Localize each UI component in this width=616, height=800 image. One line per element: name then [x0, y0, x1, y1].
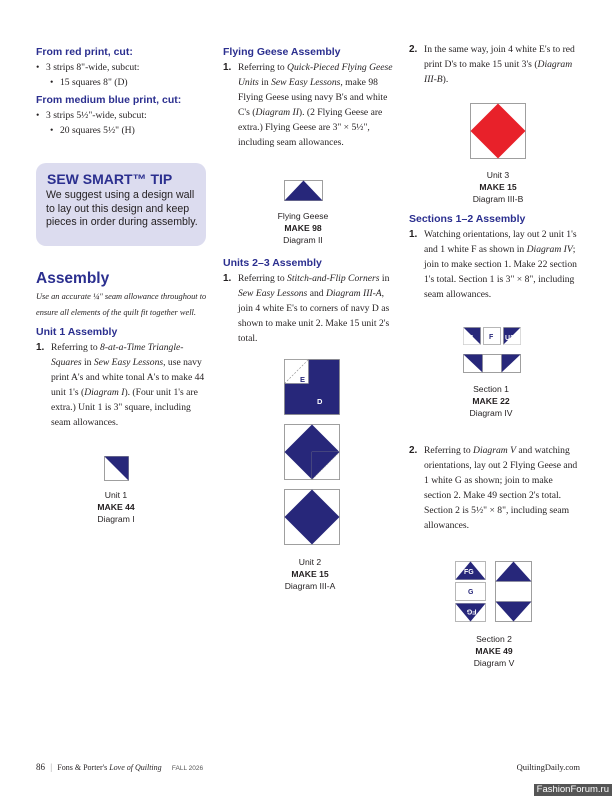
list-item: • 20 squares 5½" (H) — [50, 123, 208, 138]
blue-cut-sublist — [50, 123, 208, 138]
piece-label-u1: U1 — [465, 335, 474, 342]
step-text: , make 98 Flying Geese using navy B's and white C's ( — [238, 77, 388, 118]
step-number: 1. — [223, 273, 232, 284]
page-number: 86 — [36, 762, 45, 772]
step-number: 1. — [223, 62, 232, 73]
step-text: and — [307, 288, 326, 299]
step-text: Referring to — [238, 62, 288, 73]
pub-title: Love of Quilting — [109, 763, 162, 772]
section1-step-1 — [409, 227, 581, 302]
units-2-3-section — [223, 257, 395, 346]
column-1 — [36, 46, 208, 138]
list-item: • 3 strips 5½"-wide, subcut: — [36, 108, 208, 123]
diagram-ii — [263, 180, 343, 246]
step-text: in — [379, 273, 390, 284]
units-2-3-step-1 — [223, 271, 395, 346]
lesson-ref: Quick-Pieced Flying Geese Units — [238, 62, 393, 88]
step-text: , use navy print A's and white tonal A's to make 44 unit 1's ( — [51, 357, 205, 398]
caption-make: MAKE 15 — [479, 182, 517, 192]
pub-text: Fons & Porter's — [57, 763, 110, 772]
footer-site: QuiltingDaily.com — [516, 762, 580, 772]
piece-label-u1: U1 — [505, 335, 514, 342]
diagram-iii-b — [458, 102, 538, 205]
diagram-ref: Diagram II — [255, 107, 299, 118]
diagram-caption — [454, 633, 534, 669]
diagram-v — [454, 560, 534, 669]
tip-text: We suggest using a design wall to lay out this design and keep pieces in order during assembly. — [46, 189, 198, 228]
lesson-ref: Sew Easy Lessons — [238, 288, 308, 299]
units-2-3-heading: Units 2–3 Assembly — [223, 257, 322, 269]
diagram-iii-a — [270, 358, 350, 592]
step-text: in — [258, 77, 272, 88]
section2-step-2 — [409, 443, 581, 533]
red-cut-sublist — [50, 75, 208, 90]
step-number: 2. — [409, 445, 418, 456]
step-text: In the same way, join 4 white E's to red print D's to make 15 unit 3's ( — [424, 44, 575, 70]
step-number: 1. — [409, 229, 418, 240]
red-cut-heading: From red print, cut: — [36, 46, 133, 58]
caption-make: MAKE 49 — [475, 646, 513, 656]
step-text: , join 4 white E's to corners of navy D as shown to make unit 2. Make 15 unit 2's total. — [238, 288, 390, 344]
lesson-ref: 8-at-a-Time Triangle-Squares — [51, 342, 184, 368]
caption-unit: Unit 1 — [104, 490, 128, 500]
caption-unit: Section 1 — [473, 384, 509, 394]
caption-unit: Flying Geese — [277, 211, 329, 221]
blue-cut-heading: From medium blue print, cut: — [36, 94, 182, 106]
unit1-triangle-square — [76, 456, 156, 482]
column-2 — [223, 46, 395, 150]
caption-unit: Section 2 — [476, 634, 512, 644]
tip-title: SEW SMART™ TIP — [47, 171, 173, 187]
section1-construction — [451, 326, 531, 376]
diagram-caption — [270, 556, 350, 592]
step-text: Referring to — [51, 342, 101, 353]
diagram-caption — [263, 210, 343, 246]
column-3 — [409, 42, 581, 87]
lesson-ref: Sew Easy Lessons — [93, 357, 164, 368]
step-text: Watching orientations, lay out 2 unit 1's and 1 white F as shown in — [424, 229, 577, 255]
step-text: in — [81, 357, 94, 368]
list-item: • 15 squares 8" (D) — [50, 75, 208, 90]
flying-geese-unit — [263, 180, 343, 204]
footer-left — [36, 762, 203, 772]
flying-geese-heading: Flying Geese Assembly — [223, 46, 341, 58]
piece-label-fg: FG — [464, 569, 474, 576]
sections-heading: Sections 1–2 Assembly — [409, 213, 526, 225]
piece-label-g: G — [468, 589, 474, 596]
step-number: 1. — [36, 342, 45, 353]
piece-label-e: E — [300, 375, 306, 384]
caption-label: Diagram III-B — [472, 194, 524, 204]
footer-divider: | — [50, 762, 53, 772]
caption-label: Diagram V — [473, 658, 515, 668]
caption-label: Diagram IV — [469, 408, 513, 418]
diagram-ref: Diagram V — [473, 445, 516, 456]
assembly-intro: Use an accurate ¼" seam allowance throughout to ensure all elements of the quilt fit together well. — [36, 292, 207, 317]
diagram-iv — [451, 326, 531, 419]
piece-label-fg: FG — [466, 607, 477, 615]
caption-make: MAKE 44 — [97, 502, 135, 512]
diagram-ref: Diagram III-A — [325, 288, 382, 299]
unit3-block — [458, 102, 538, 162]
diagram-i — [76, 456, 156, 525]
sew-smart-tip-box — [36, 163, 206, 246]
unit1-heading: Unit 1 Assembly — [36, 326, 118, 338]
caption-make: MAKE 98 — [284, 223, 322, 233]
step-number: 2. — [409, 44, 418, 55]
watermark: FashionForum.ru — [534, 784, 612, 796]
issue-label: FALL 2026 — [171, 765, 204, 772]
step-text: ). — [442, 74, 449, 85]
assembly-section — [36, 270, 208, 430]
step-text: ). (2 Flying Geese are extra.) Flying Geese are 3" × 5½", including seam allowances. — [238, 107, 383, 148]
step-text: ; join to make section 1. Make 22 section 1's total. Section 1 is 3" × 8", including seam allowances. — [424, 244, 577, 300]
lesson-ref: Stitch-and-Flip Corners — [287, 273, 380, 284]
step-text: Referring to — [424, 445, 474, 456]
caption-label: Diagram II — [283, 235, 323, 245]
diagram-ref: Diagram I — [84, 387, 125, 398]
step-text: and watching orientations, lay out 2 Flying Geese and 1 white G as shown; join to make section 2. Make 49 section 2's total. Section 2 is 5½" × 8", including seam allowances. — [424, 445, 578, 531]
red-cut-list — [36, 60, 208, 75]
section2 — [409, 443, 581, 533]
blue-cut-list — [36, 108, 208, 123]
diagram-caption — [451, 383, 531, 419]
caption-make: MAKE 22 — [472, 396, 510, 406]
caption-unit: Unit 3 — [486, 170, 510, 180]
sections-1-2 — [409, 213, 581, 302]
diagram-ref: Diagram IV — [526, 244, 573, 255]
diagram-caption — [76, 489, 156, 525]
step-text: ). (Four unit 1's are extra.) Unit 1 is 3" square, including seam allowances. — [51, 387, 198, 428]
section2-construction — [454, 560, 534, 624]
diagram-caption — [458, 169, 538, 205]
caption-label: Diagram III-A — [284, 581, 336, 591]
caption-unit: Unit 2 — [298, 557, 322, 567]
piece-label-f: F — [489, 334, 494, 341]
assembly-title: Assembly — [36, 270, 110, 287]
unit3-step-2 — [409, 42, 581, 87]
piece-label-e: E — [315, 461, 321, 470]
lesson-ref: Sew Easy Lessons — [271, 77, 341, 88]
flying-geese-step-1 — [223, 60, 395, 150]
diagram-ref: Diagram III-B — [424, 59, 573, 85]
list-item: • 3 strips 8"-wide, subcut: — [36, 60, 208, 75]
step-text: Referring to — [238, 273, 288, 284]
caption-label: Diagram I — [97, 514, 135, 524]
piece-label-d: D — [317, 397, 323, 406]
publication-name — [57, 763, 161, 772]
unit2-construction — [270, 358, 350, 553]
caption-make: MAKE 15 — [291, 569, 329, 579]
unit1-step-1 — [36, 340, 208, 430]
